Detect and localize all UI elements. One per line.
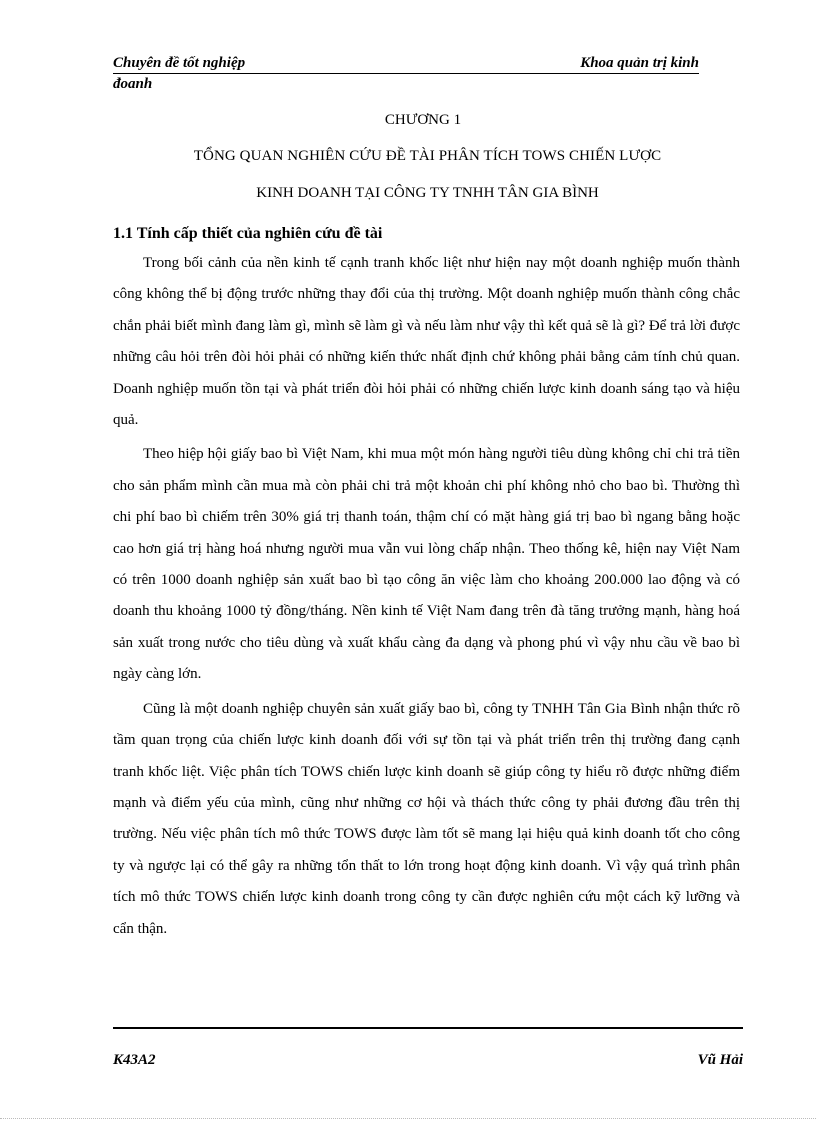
footer-class-code: K43A2 <box>113 1052 156 1068</box>
chapter-title-line-2: KINH DOANH TẠI CÔNG TY TNHH TÂN GIA BÌNH <box>256 185 599 201</box>
paragraph: Trong bối cảnh của nền kinh tế cạnh tranh khốc liệt như hiện nay một doanh nghiệp muốn thành công không thể bị động trước những thay đổi của thị trường. Một doanh nghiệp muốn thành công chắc chắn phải biết mình đang làm gì, mình sẽ làm gì và nếu làm như vậy thì kết quả sẽ là gì? Để trả lời được những câu hỏi trên đòi hỏi phải có những kiến thức nhất định chứ không phải bằng cảm tính chủ quan. Doanh nghiệp muốn tồn tại và phát triển đòi hỏi phải có những chiến lược kinh doanh sáng tạo và hiệu quả. <box>113 255 740 429</box>
section-heading: 1.1 Tính cấp thiết của nghiên cứu đề tài <box>113 225 383 242</box>
page-header <box>113 52 743 94</box>
header-right-text: Khoa quản trị kinh <box>580 55 699 71</box>
chapter-title-line-1: TỔNG QUAN NGHIÊN CỨU ĐỀ TÀI PHÂN TÍCH TOWS CHIẾN LƯỢC <box>193 148 662 164</box>
paragraph: Theo hiệp hội giấy bao bì Việt Nam, khi mua một món hàng người tiêu dùng không chỉ chi trả tiền cho sản phẩm mình cần mua mà còn phải chi trả một khoản chi phí không nhỏ cho bao bì. Thường thì chi phí bao bì chiếm trên 30% giá trị thanh toán, thậm chí có mặt hàng giá trị bao bì ngang bằng hoặc cao hơn giá trị hàng hoá nhưng người mua vẫn vui lòng chấp nhận. Theo thống kê, hiện nay Việt Nam có trên 1000 doanh nghiệp sản xuất bao bì tạo công ăn việc làm cho khoảng 200.000 lao động và có doanh thu khoảng 1000 tỷ đồng/tháng. Nền kinh tế Việt Nam đang trên đà tăng trưởng mạnh, hàng hoá sản xuất trong nước cho tiêu dùng và xuất khẩu càng đa dạng và phong phú vì vậy nhu cầu về bao bì ngày càng lớn. <box>113 446 740 683</box>
paragraph: Cũng là một doanh nghiệp chuyên sản xuất giấy bao bì, công ty TNHH Tân Gia Bình nhận thức rõ tầm quan trọng của chiến lược kinh doanh đối với sự tồn tại và phát triển trên thị trường đang cạnh tranh khốc liệt. Việc phân tích TOWS chiến lược kinh doanh sẽ giúp công ty hiểu rõ được những điểm mạnh và điểm yếu của mình, cũng như những cơ hội và thách thức công ty phải đương đầu trên thị trường. Nếu việc phân tích mô thức TOWS được làm tốt sẽ mang lại hiệu quả kinh doanh tốt cho công ty và ngược lại có thể gây ra những tổn thất to lớn trong hoạt động kinh doanh. Vì vậy quá trình phân tích mô thức TOWS chiến lược kinh doanh trong công ty cần được nghiên cứu một cách kỹ lưỡng và cẩn thận. <box>113 700 740 937</box>
page-edge-divider <box>0 1118 816 1119</box>
footer-divider <box>113 1027 743 1029</box>
header-underline <box>113 73 699 74</box>
chapter-heading: CHƯƠNG 1 <box>384 112 462 128</box>
header-left-continuation: đoanh <box>113 76 153 92</box>
header-left-text: Chuyên đề tốt nghiệp <box>113 55 246 71</box>
footer-author: Vũ Hải <box>697 1052 743 1068</box>
body-text <box>113 248 740 945</box>
